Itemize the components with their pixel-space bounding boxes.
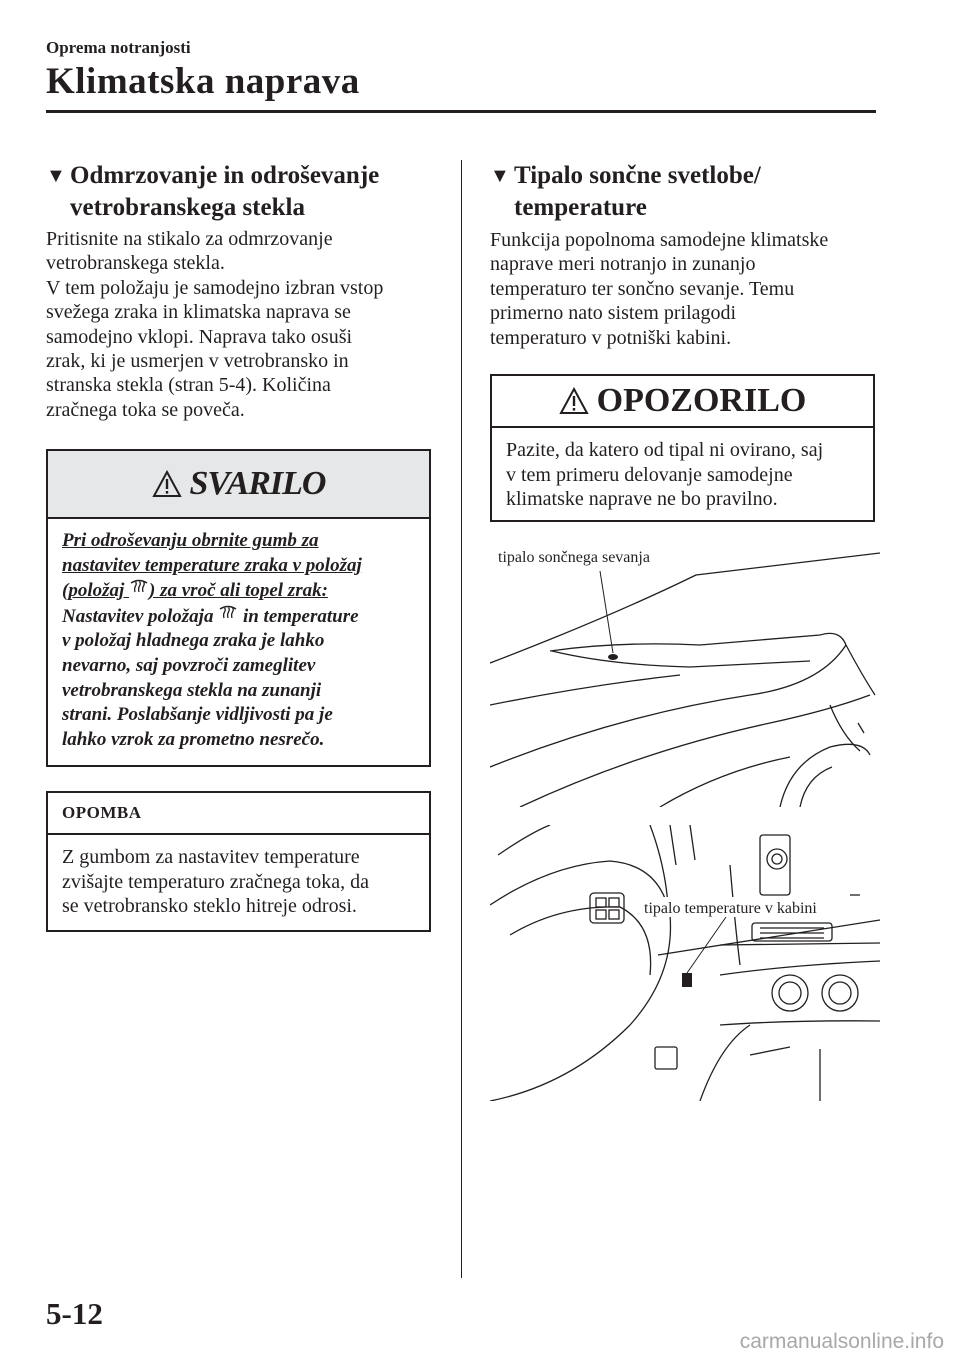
warning-text: Pri odroševanju obrnite gumb za nastavitev temperature zraka v položaj (položaj ) za vroč ali topel zrak: Nastavitev položaja in temperature v položaj hladnega zraka je lahko nevarno, saj povzroči zameglitev vetrobranskega stekla na zunanji strani. Poslabšanje vidljivosti pa je lahko vzrok za prometno nesrečo. (62, 530, 362, 750)
sensor-heading: ▼ Tipalo sončne svetlobe/ temperature (490, 162, 761, 221)
warning-triangle-icon (152, 470, 182, 498)
defrost-heading: ▼ Odmrzovanje in odroševanje vetrobranskega stekla (46, 162, 380, 221)
windshield-defrost-icon (129, 578, 149, 594)
triangle-bullet-icon: ▼ (46, 165, 66, 187)
warning-box (46, 449, 431, 767)
note-box (46, 791, 431, 932)
caution-title: OPOZORILO (596, 382, 807, 419)
triangle-bullet-icon: ▼ (490, 165, 510, 187)
section-label: Oprema notranjosti (46, 38, 191, 57)
column-divider (461, 160, 462, 1278)
sun-sensor-illustration (490, 545, 880, 807)
cabin-sensor-label: tipalo temperature v kabini (644, 900, 817, 917)
note-title: OPOMBA (48, 793, 429, 835)
defrost-body: Pritisnite na stikalo za odmrzovanje vetrobranskega stekla. V tem položaju je samodejno izbran vstop svežega zraka in klimatska naprava se samodejno vklopi. Naprava tako osuši zrak, ki je usmerjen v vetrobransko in stranska stekla (stran 5-4). Količina zračnega toka se poveča. (46, 228, 384, 421)
note-text: Z gumbom za nastavitev temperature zvišajte temperaturo zračnega toka, da se vetrobransko steklo hitreje odrosi. (62, 846, 370, 918)
sun-sensor-label: tipalo sončnega sevanja (498, 549, 650, 566)
caution-triangle-icon (559, 387, 589, 415)
caution-box (490, 374, 875, 522)
page-number: 5-12 (46, 1296, 103, 1331)
sensor-body: Funkcija popolnoma samodejne klimatske naprave meri notranjo in zunanjo temperaturo ter sončno sevanje. Temu primerno nato sistem prilagodi temperaturo v potniški kabini. (490, 229, 829, 349)
caution-text: Pazite, da katero od tipal ni ovirano, saj v tem primeru delovanje samodejne klimatske naprave ne bo pravilno. (506, 439, 824, 511)
caution-header (492, 376, 873, 428)
chapter-title: Klimatska naprava (46, 61, 360, 102)
cabin-sensor-illustration (490, 825, 880, 1101)
warning-title: SVARILO (189, 465, 326, 502)
watermark: carmanualsonline.info (739, 1330, 944, 1353)
header-rule (46, 110, 876, 113)
windshield-defrost-icon (218, 604, 238, 620)
warning-header (48, 451, 429, 519)
